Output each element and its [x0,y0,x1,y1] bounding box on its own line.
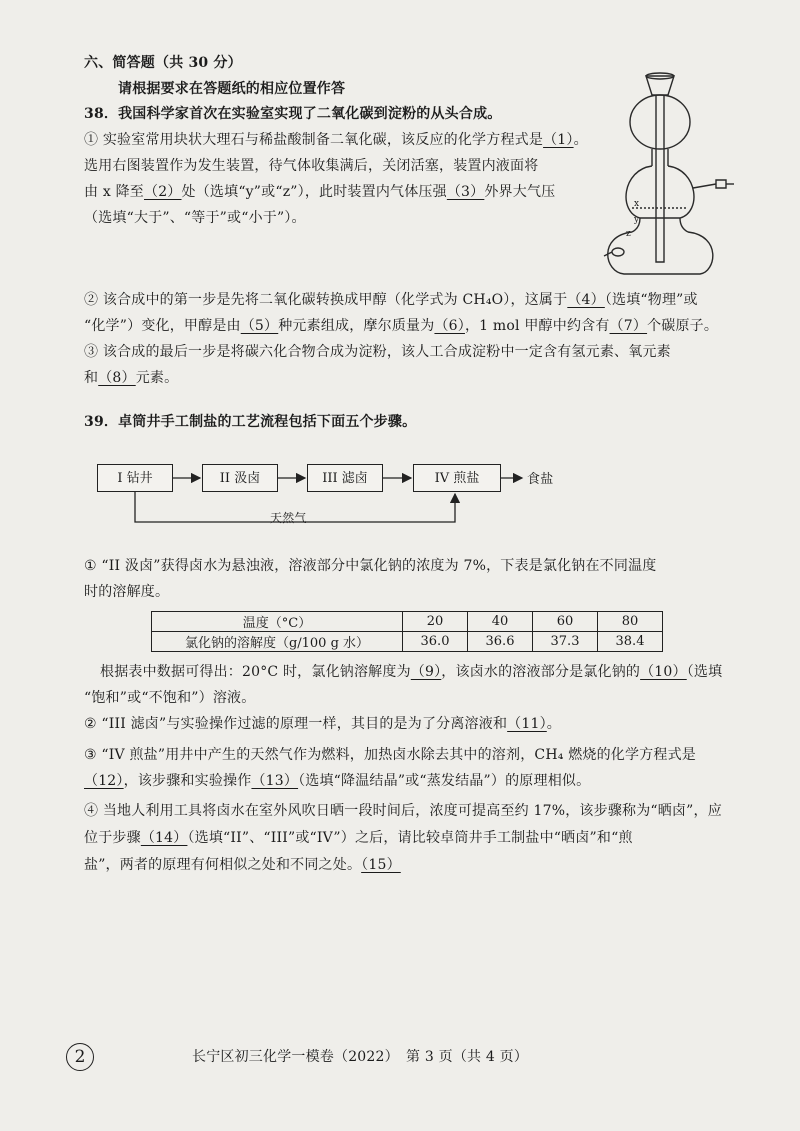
answer-blank-12: （12） [84,773,124,789]
text: 盐”，两者的原理有何相似之处和不同之处。 [84,857,362,873]
answer-blank-1: （1） [543,132,574,148]
q39-stem: 39．卓筒井手工制盐的工艺流程包括下面五个步骤。 [84,414,417,430]
q38-stem: 38．我国科学家首次在实验室实现了二氧化碳到淀粉的从头合成。 [84,106,502,122]
page-footer: 长宁区初三化学一模卷（2022） 第 3 页（共 4 页） [192,1049,529,1065]
flow-step-brine-extraction: II 汲卤 [202,464,278,492]
kipp-apparatus-icon [604,73,734,274]
q39-part1-line4: “饱和”或“不饱和”）溶液。 [84,690,256,706]
text: ② 该合成中的第一步是先将二氧化碳转换成甲醇（化学式为 CH₄O），这属于 [84,292,568,308]
answer-blank-11: （11） [507,716,547,732]
q39-part1-line2: 时的溶解度。 [84,584,170,600]
text: （选填“物理”或 [604,292,698,308]
flow-gas-label: 天然气 [270,511,307,525]
answer-blank-13: （13） [251,773,299,789]
text: ，1 mol 甲醇中约含有 [464,318,610,334]
text: 根据表中数据可得出：20°C 时，氯化钠溶解度为 [100,664,411,680]
text: 。 [546,716,561,732]
answer-blank-10: （10） [640,664,687,680]
q38-part3-line1: ③ 该合成的最后一步是将碳六化合物合成为淀粉，该人工合成淀粉中一定含有氢元素、氧元素 [84,344,671,360]
section-instruction: 请根据要求在答题纸的相应位置作答 [118,81,346,97]
answer-blank-8: （8） [98,370,136,386]
text: 和 [84,370,99,386]
q39-part1-line3 [100,662,722,682]
table-header-solubility: 氯化钠的溶解度（g/100 g 水） [152,632,403,652]
q39-part4-line3 [84,855,401,875]
table-cell: 80 [598,612,663,632]
flow-step-brine-filtering: III 滤卤 [307,464,383,492]
text: 外界大气压 [484,184,556,200]
q39-part4-line2 [84,828,633,848]
text: 由 x 降至 [84,184,144,200]
solubility-table [151,611,663,652]
text: （选填“II”、“III”或“IV”）之后，请比较卓筒井手工制盐中“晒卤”和“煎 [187,830,633,846]
label-z: z [626,229,631,239]
table-cell: 20 [403,612,468,632]
text: 位于步骤 [84,830,141,846]
q39-part4-line1: ④ 当地人利用工具将卤水在室外风吹日晒一段时间后，浓度可提高至约 17%，该步骤称为“晒卤”，应 [84,803,722,819]
text: ，该步骤和实验操作 [123,773,252,789]
answer-blank-7: （7） [609,318,648,334]
flow-step-salt-boiling: IV 煎盐 [413,464,501,492]
text: （选填 [686,664,723,680]
table-row [152,612,663,632]
answer-blank-6: （6） [434,318,465,334]
section-title: 六、简答题（共 30 分） [84,55,242,71]
table-cell: 40 [468,612,533,632]
table-header-temperature: 温度（°C） [152,612,403,632]
q38-part1-line4: （选填“大于”、“等于”或“小于”）。 [84,210,306,226]
table-cell: 36.0 [403,632,468,652]
table-cell: 60 [533,612,598,632]
answer-blank-15: （15） [361,857,401,873]
q39-part2 [84,714,561,734]
q39-part3-line1: ③ “IV 煎盐”用井中产生的天然气作为燃料，加热卤水除去其中的溶剂，CH₄ 燃烧的化学方程式是 [84,747,696,763]
text: （选填“降温结晶”或“蒸发结晶”）的原理相似。 [298,773,591,789]
table-cell: 37.3 [533,632,598,652]
q38-part3-line2 [84,368,178,388]
q39-part1-line1: ① “II 汲卤”获得卤水为悬浊液，溶液部分中氯化钠的浓度为 7%，下表是氯化钠在不同温度 [84,558,657,574]
answer-blank-2: （2） [144,184,182,200]
answer-blank-5: （5） [240,318,279,334]
text: ，该卤水的溶液部分是氯化钠的 [441,664,641,680]
q38-part1-line2: 选用右图装置作为发生装置，待气体收集满后，关闭活塞，装置内液面将 [84,158,539,174]
table-cell: 38.4 [598,632,663,652]
text: 元素。 [135,370,179,386]
table-row [152,632,663,652]
q38-part1-line1 [84,130,588,150]
label-y: y [634,215,640,225]
text: ① 实验室常用块状大理石与稀盐酸制备二氧化碳，该反应的化学方程式是 [84,132,544,148]
q38-part2-line2 [84,316,718,336]
answer-blank-3: （3） [446,184,485,200]
text: 个碳原子。 [647,318,719,334]
q39-part3-line2 [84,771,590,791]
q38-part1-line3 [84,182,555,202]
flow-step-drilling: I 钻井 [97,464,173,492]
text: ② “III 滤卤”与实验操作过滤的原理一样，其目的是为了分离溶液和 [84,716,508,732]
text: 种元素组成，摩尔质量为 [278,318,435,334]
text: “化学”）变化，甲醇是由 [84,318,241,334]
page-badge: 2 [66,1043,94,1071]
text: 处（选填“y”或“z”），此时装置内气体压强 [181,184,447,200]
text: 。 [573,132,588,148]
q38-part2-line1 [84,290,698,310]
answer-blank-9: （9） [410,664,442,680]
flow-output-salt: 食盐 [527,472,554,487]
label-x: x [634,199,640,209]
answer-blank-14: （14） [140,830,188,846]
answer-blank-4: （4） [567,292,605,308]
table-cell: 36.6 [468,632,533,652]
